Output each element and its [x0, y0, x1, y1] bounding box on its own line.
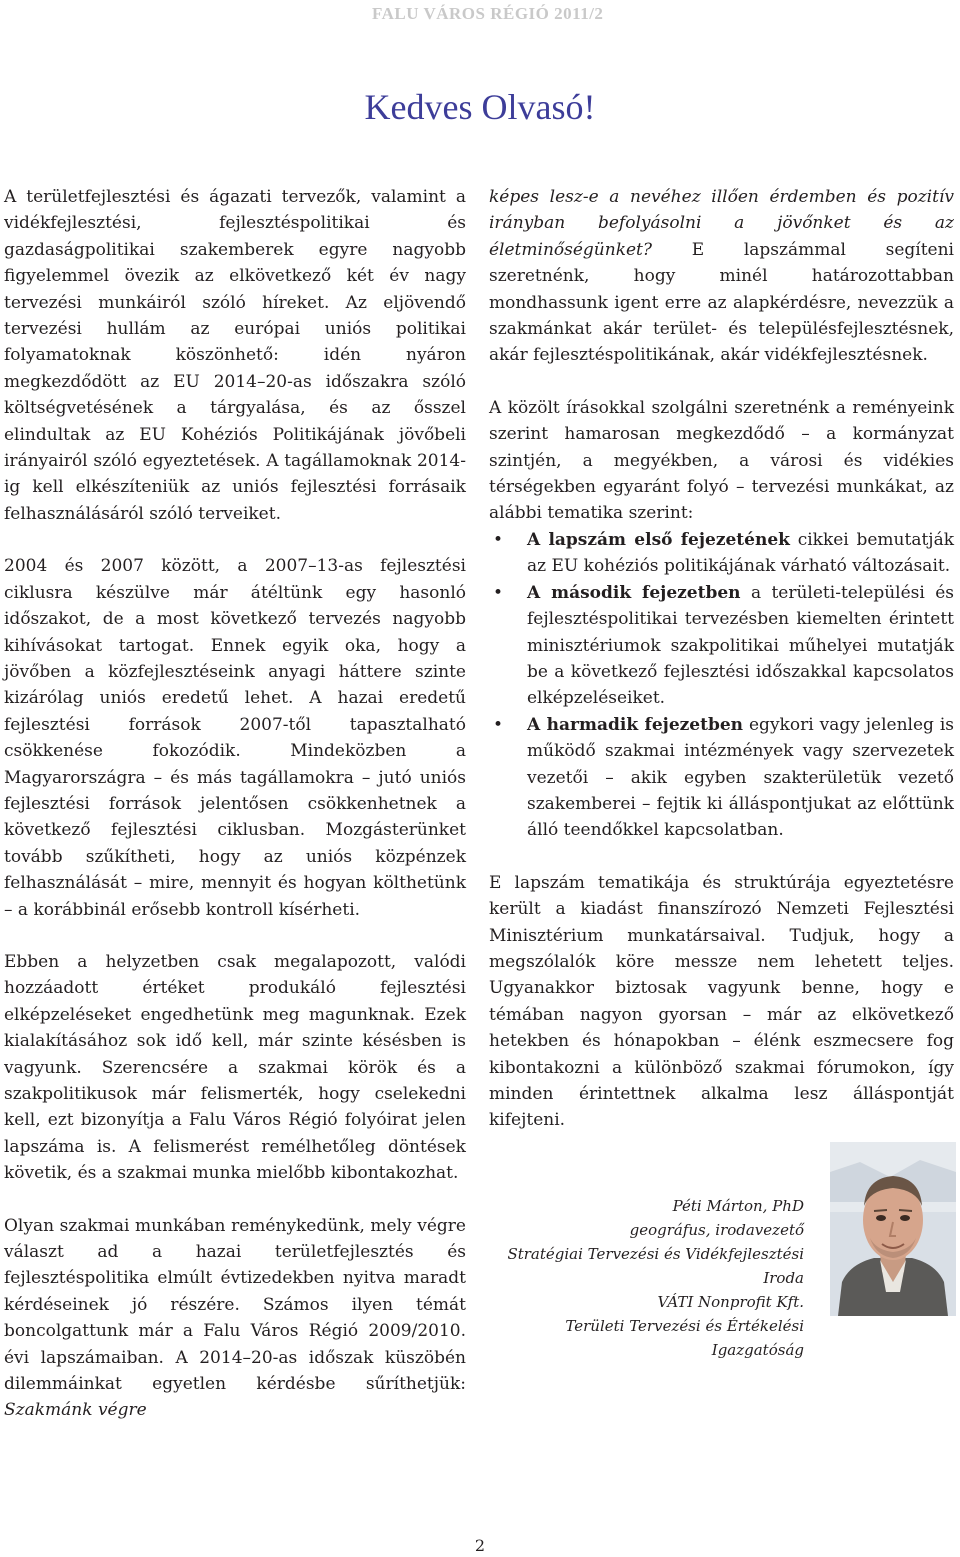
theme-list — [489, 527, 954, 844]
author-photo — [830, 1142, 956, 1316]
theme-item-1-text: cikkei bemutatják az EU kohéziós politikájának várható változásait. — [527, 529, 955, 577]
theme-item-2-bold: A második fejezetben — [527, 582, 741, 603]
left-paragraph-2: 2004 és 2007 között, a 2007–13-as fejlesztési ciklusra készülve már átéltünk egy hasonló időszakot, de a most következő tervezés nagyobb kihívásokat tartogat. Ennek egyik oka, hogy a jövőben a közfejlesztéseink anyagi háttere szinte kizárólag uniós eredetű lehet. A hazai eredetű fejlesztési források 2007-től tapasztalható csökkenése fokozódik. Mindeközben a Magyarországra – és más tagállamokra – jutó uniós fejlesztési források jelentősen csökkenhetnek a következő fejlesztési ciklusban. Mozgásterünket tovább szűkítheti, hogy az uniós közpénzek felhasználását – mire, mennyit és hogyan költhetünk – a korábbinál erősebb kontroll kísérheti. — [4, 556, 466, 920]
right-paragraph-3: E lapszám tematikája és struktúrája egyeztetésre került a kiadást finanszírozó Nemzeti Fejlesztési Minisztérium munkatársaival. Tudjuk, hogy a megszólalók köre messze nem lehetett teljes. Ugyanakkor biztosak vagyunk benne, hogy e témában nagyon gyorsan – már az elkövetkező hetekben és hónapokban – élénk eszmecsere fog kibontakozni a különböző szakmai fórumokon, így minden érintettnek alkalma lesz álláspontját kifejteni. — [489, 872, 954, 1131]
left-column — [4, 184, 466, 1424]
theme-list-item — [489, 712, 954, 844]
theme-item-3-text: egykori vagy jelenleg is működő szakmai intézmények vagy szervezetek vezetői – akik egyben szakterületük vezető szakemberei – fejtik ki álláspontjukat az előttünk álló teendőkkel kapcsolatban. — [527, 714, 955, 841]
page-title: Kedves Olvasó! — [364, 87, 596, 127]
right-paragraph-1-text: E lapszámmal segíteni szeretnénk, hogy minél határozottabban mondhassunk igent erre az alapkérdésre, nevezzük a szakmánkat akár terület- és településfejlesztésnek, akár fejlesztéspolitikának, akár vidékfejlesztésnek. — [489, 239, 954, 366]
right-paragraph-1 — [489, 184, 954, 369]
left-paragraph-4-italic: Szakmánk végre — [4, 1400, 147, 1421]
left-paragraph-3: Ebben a helyzetben csak megalapozott, valódi hozzáadott értéket produkáló fejlesztési elképzeléseket engedhetünk meg magunknak. Ezek kialakításához sok idő kell, már szinte késésben is vagyunk. Szerencsére a szakmai körök és a szakpolitikusok már felismerték, hogy cselekedni kell, ezt bizonyítja a Falu Város Régió folyóirat jelen lapszáma is. A felismerést remélhetőleg döntések követik, és a szakmai munka mielőbb kibontakozhat. — [4, 951, 466, 1184]
signature-block — [470, 1194, 804, 1362]
right-paragraph-1-italic: képes lesz-e a nevéhez illően érdemben és pozitív irányban befolyásolni a jövőnket és az életminőségünket? — [489, 187, 954, 260]
author-portrait-image — [830, 1142, 956, 1316]
theme-item-3-bold: A harmadik fejezetben — [527, 714, 744, 735]
author-division: Területi Tervezési és Értékelési Igazgatóság — [565, 1317, 804, 1359]
right-paragraph-2: A közölt írásokkal szolgálni szeretnénk a reményeink szerint hamarosan megkezdődő – a kormányzat szintjén, a megyékben, a városi és vidékies térségekben egyaránt folyó – tervezési munkákat, az alábbi tematika szerint: — [489, 397, 954, 524]
page-number: 2 — [474, 1536, 486, 1555]
left-paragraph-1: A területfejlesztési és ágazati tervezők, valamint a vidékfejlesztési, fejlesztéspolitikai és gazdaságpolitikai szakemberek egyre nagyobb figyelemmel övezik az elkövetkező két év nagy tervezési munkáiról szóló híreket. Az eljövendő tervezési hullám az európai uniós politikai folyamatoknak köszönhető: idén nyáron megkezdődött az EU 2014–20-as időszakra szóló költségvetésének a tárgyalása, és az ősszel elindultak az EU Kohéziós Politikájának jövőbeli irányairól szóló egyeztetések. A tagállamoknak 2014-ig kell elkészíteniük az uniós fejlesztési forrásaik felhasználásáról szóló terveiket. — [4, 187, 466, 524]
running-header: FALU VÁROS RÉGIÓ 2011/2 — [372, 4, 604, 23]
theme-item-1-bold: A lapszám első fejezetének — [527, 529, 790, 550]
theme-item-2-text: a területi-települési és fejlesztéspolitikai tervezésben kiemelten érintett minisztériumok szakpolitikai műhelyei mutatják be a következő fejlesztési időszakkal kapcsolatos elképzeléseiket. — [527, 582, 955, 709]
author-organization: VÁTI Nonprofit Kft. — [657, 1293, 804, 1311]
author-role: geográfus, irodavezető — [629, 1221, 804, 1239]
author-office: Stratégiai Tervezési és Vidékfejlesztési Iroda — [507, 1245, 804, 1287]
left-paragraph-4 — [4, 1213, 466, 1424]
theme-list-item — [489, 580, 954, 712]
right-column — [489, 184, 954, 1134]
bullet-icon: • — [493, 714, 504, 735]
bullet-icon: • — [493, 529, 504, 550]
left-paragraph-4-text: Olyan szakmai munkában reménykedünk, mely végre választ ad a hazai területfejlesztés és fejlesztéspolitika elmúlt évtizedekben nyitva maradt kérdéseinek jó részére. Számos ilyen témát boncolgattunk már a Falu Város Régió 2009/2010. évi lapszámaiban. A 2014–20-as időszak küszöbén dilemmáinkat egyetlen kérdésbe sűríthetjük: — [4, 1215, 466, 1395]
theme-list-item — [489, 527, 954, 580]
bullet-icon: • — [493, 582, 504, 603]
author-name: Péti Márton, PhD — [672, 1197, 804, 1215]
